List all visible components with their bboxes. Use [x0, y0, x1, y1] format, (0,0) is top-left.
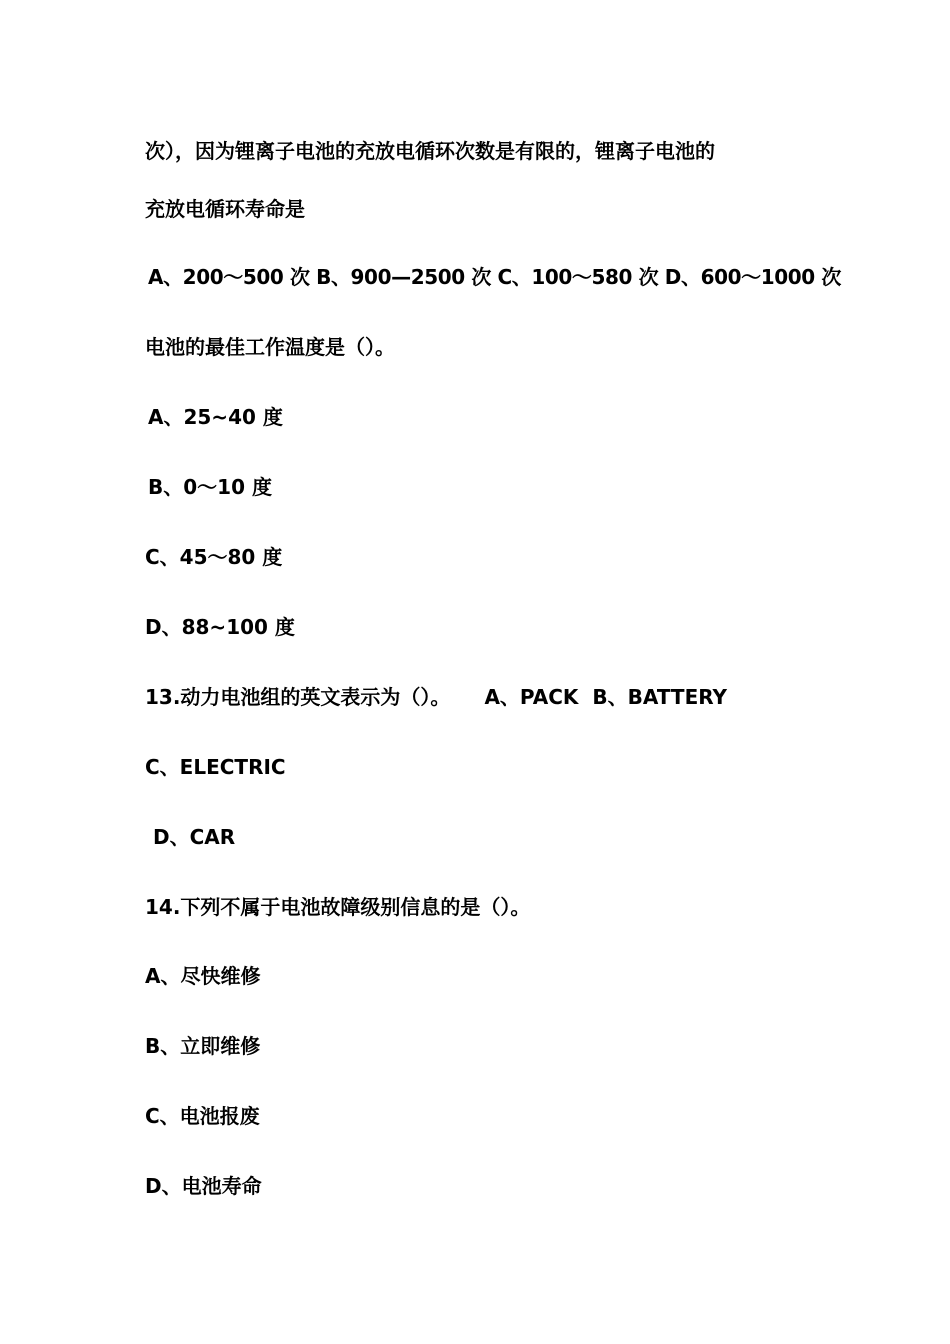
q11-text-line-2: 充放电循环寿命是: [145, 197, 305, 221]
q13-line: [145, 685, 727, 709]
q11-text-line-1: 次），因为锂离子电池的充放电循环次数是有限的，锂离子电池的: [145, 139, 715, 163]
q12-option-c: C、45～80 度: [145, 545, 283, 569]
q14-question: 14.下列不属于电池故障级别信息的是（）。: [145, 895, 531, 919]
q14-option-a: A、尽快维修: [145, 964, 261, 988]
q12-option-a: A、25~40 度: [148, 405, 283, 429]
q13-option-c: C、ELECTRIC: [145, 755, 286, 779]
q12-option-b: B、0～10 度: [148, 475, 272, 499]
q13-question: 13.动力电池组的英文表示为（）。: [145, 685, 451, 709]
q14-option-d: D、电池寿命: [145, 1174, 262, 1198]
q11-options: A、200～500 次 B、900—2500 次 C、100～580 次 D、600～1000 次: [148, 265, 841, 289]
q12-question: 电池的最佳工作温度是（）。: [145, 335, 395, 359]
q13-option-a: A、PACK: [484, 685, 579, 709]
q13-option-b: B、BATTERY: [592, 685, 728, 709]
q14-option-b: B、立即维修: [145, 1034, 261, 1058]
q12-option-d: D、88~100 度: [145, 615, 295, 639]
q14-option-c: C、电池报废: [145, 1104, 260, 1128]
q13-option-d: D、CAR: [153, 825, 236, 849]
